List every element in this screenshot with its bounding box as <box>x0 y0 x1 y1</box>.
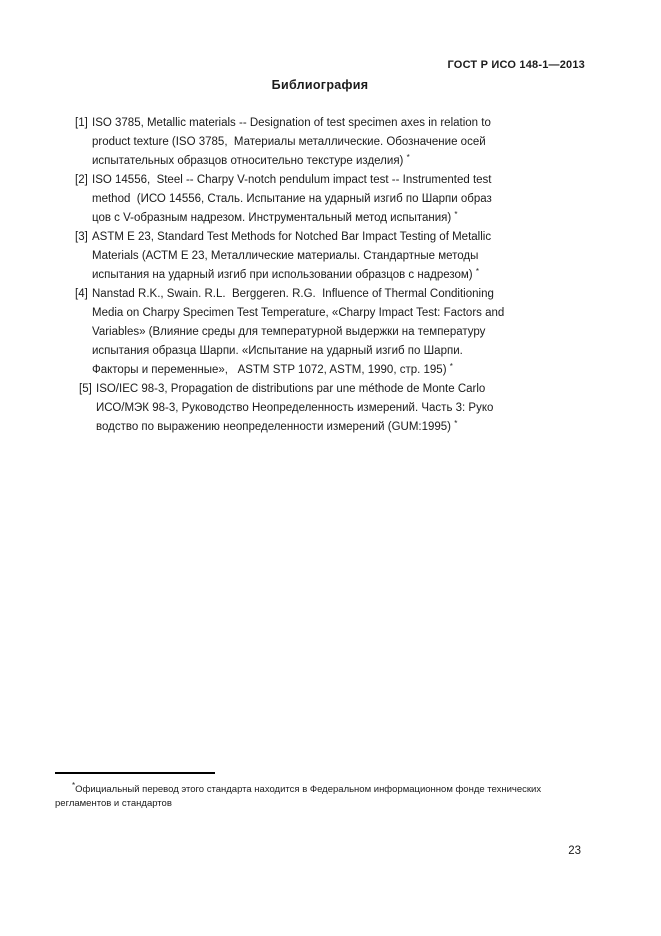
reference-line: Факторы и переменные», ASTM STP 1072, ASTM, 1990, стр. 195) * <box>92 362 453 376</box>
reference-body <box>92 171 603 228</box>
document-header: ГОСТ Р ИСО 148-1—2013 <box>447 59 585 71</box>
reference-line: ISO 14556, Steel -- Charpy V-notch pendulum impact test -- Instrumented test <box>92 174 492 186</box>
reference-line: Nanstad R.K., Swain. R.L. Berggeren. R.G. Influence of Thermal Conditioning <box>92 288 494 300</box>
reference-line: ИСО/МЭК 98-3, Руководство Неопределенность измерений. Часть 3: Руко <box>96 402 494 414</box>
reference-line: ISO/IEC 98-3, Propagation de distributions par une méthode de Monte Carlo <box>96 383 486 395</box>
footnote <box>55 772 616 810</box>
reference-line: ISO 3785, Metallic materials -- Designation of test specimen axes in relation to <box>92 117 491 129</box>
reference-body <box>92 114 603 171</box>
footnote-marker: * <box>72 781 76 790</box>
reference-line: цов с V-образным надрезом. Инструментальный метод испытания) * <box>92 210 458 224</box>
reference-body <box>96 380 603 437</box>
reference-line: Variables» (Влияние среды для температурной выдержки на температуру <box>92 326 486 338</box>
footnote-marker: * <box>475 267 479 276</box>
reference-item <box>75 380 603 437</box>
reference-item <box>75 228 603 285</box>
reference-body <box>92 285 603 380</box>
reference-line: водство по выражению неопределенности измерений (GUM:1995) * <box>96 419 458 433</box>
reference-marker: [1] <box>75 117 88 129</box>
footnote-text: Официальный перевод этого стандарта находится в Федеральном информационном фонде технических <box>75 784 542 795</box>
reference-line: Media on Charpy Specimen Test Temperature, «Charpy Impact Test: Factors and <box>92 307 505 319</box>
reference-marker: [4] <box>75 288 88 300</box>
reference-line: испытательных образцов относительно текстуре изделия) * <box>92 153 410 167</box>
footnote-rule <box>55 772 215 774</box>
footnote-marker: * <box>454 210 458 219</box>
reference-line: method (ИСО 14556, Сталь. Испытание на ударный изгиб по Шарпи образ <box>92 193 492 205</box>
footnote-marker: * <box>406 153 410 162</box>
reference-line: испытания на ударный изгиб при использовании образцов с надрезом) * <box>92 267 479 281</box>
reference-line: испытания образца Шарпи. «Испытание на ударный изгиб по Шарпи. <box>92 345 463 357</box>
reference-line: product texture (ISO 3785, Материалы металлические. Обозначение осей <box>92 136 486 148</box>
footnote-marker: * <box>449 362 453 371</box>
reference-line: Materials (АСТМ Е 23, Металлические материалы. Стандартные методы <box>92 250 479 262</box>
references-list <box>75 114 603 437</box>
reference-item <box>75 114 603 171</box>
reference-marker: [5] <box>79 383 92 395</box>
footnote-marker: * <box>454 419 458 428</box>
reference-body <box>92 228 603 285</box>
page-number: 23 <box>568 845 581 857</box>
reference-item <box>75 285 603 380</box>
footnote-line: регламентов и стандартов <box>55 797 172 809</box>
reference-line: ASTM E 23, Standard Test Methods for Notched Bar Impact Testing of Metallic <box>92 231 492 243</box>
reference-marker: [2] <box>75 174 88 186</box>
footnote-line <box>55 783 616 797</box>
reference-marker: [3] <box>75 231 88 243</box>
reference-item <box>75 171 603 228</box>
page-title: Библиография <box>271 78 369 92</box>
